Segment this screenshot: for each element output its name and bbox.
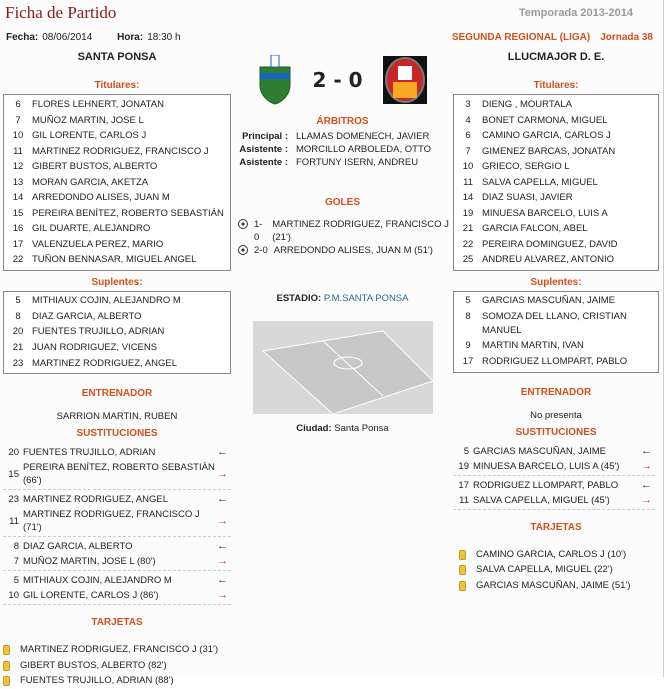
cards-heading: TARJETAS [530,521,582,533]
player-row[interactable] [454,237,658,253]
player-name: FUENTES TRUJILLO, ADRIAN [23,447,156,459]
player-number: 10 [462,161,474,172]
competition-name: SEGUNDA REGIONAL (LIGA) [451,32,591,43]
player-number: 17 [12,238,24,250]
player-name: MARTINEZ RODRIGUEZ, FRANCISCO J (71') [23,509,200,534]
card-player: CAMINO GARCIA, CARLOS J (10') [476,548,627,560]
arrow-right-icon: → [217,467,228,480]
season-label: Temporada 2013-2014 [518,7,633,19]
player-name: FUENTES TRUJILLO, ADRIAN [32,326,165,338]
home-team-name: SANTA PONSA [77,51,157,63]
scoreboard [236,50,449,110]
player-number: 4 [465,114,471,126]
titulares-list [453,94,659,271]
player-name: GARCIAS MASCUÑAN, JAIME [482,295,616,307]
stadium-image [253,321,433,414]
arrow-right-icon: → [217,514,228,527]
player-row[interactable] [4,206,230,222]
player-name: MORAN GARCIA, AKETZA [32,176,149,188]
player-name: MARTINEZ RODRIGUEZ, FRANCISCO J [32,145,209,157]
player-row[interactable] [4,356,230,372]
substitution-row [453,444,655,459]
arrow-left-icon: ← [641,478,652,491]
time-label: Hora: [117,32,144,43]
player-number: 22 [12,254,24,265]
card-player: GIBERT BUSTOS, ALBERTO (82') [20,659,167,671]
arrow-left-icon: ← [217,574,228,587]
player-number: 11 [9,515,19,527]
player-name: SOMOZA DEL LLANO, CRISTIAN MANUEL [482,310,627,336]
coach-heading: ENTRENADOR [520,386,592,398]
stadium [236,293,449,304]
player-name: DIAZ GARCIA, ALBERTO [32,310,142,322]
player-name: DIENG , MOURTALA [482,99,572,110]
substitution-row [3,507,231,535]
player-name: GARCIA FALCON, ABEL [482,223,588,234]
card-row [453,578,659,594]
card-row [3,642,231,658]
titulares-heading: Titulares: [533,80,579,91]
player-name: DIAZ GARCIA, ALBERTO [23,541,133,553]
player-number: 20 [8,447,19,459]
soccer-ball-icon [238,219,248,229]
suplentes-list [453,291,659,373]
stadium-link[interactable]: P.M.SANTA PONSA [323,293,409,304]
player-number: 21 [12,342,24,354]
card-row [3,673,231,689]
player-row[interactable] [4,252,230,268]
player-number: 19 [462,207,474,219]
away-team-name: LLUCMAJOR D. E. [507,51,605,63]
player-row[interactable] [454,221,658,237]
player-row[interactable] [454,339,658,355]
score [312,68,362,92]
coach-name: SARRION MARTIN, RUBEN [56,411,178,423]
player-name: JUAN RODRIGUEZ, VICENS [32,342,158,354]
substitution-pair [3,573,231,605]
player-name: MARTINEZ RODRIGUEZ, ANGEL [32,357,177,369]
player-name: PEREIRA DOMINGUEZ, DAVID [482,238,618,250]
player-number: 15 [12,207,24,219]
player-name: GARCIAS MASCUÑAN, JAIME [473,445,607,457]
suplentes-heading: Suplentes: [530,276,582,288]
substitution-row [453,459,655,474]
substitution-pair [453,478,655,510]
substitutions-list [453,444,659,510]
player-number: 10 [12,130,24,141]
substitution-pair [3,445,231,490]
player-number: 13 [12,176,24,188]
referee-name: FORTUNY ISERN, ANDREU [296,157,419,168]
player-name: MINUESA BARCELO, LUIS A (45') [473,460,620,472]
player-name: ANDREU ALVAREZ, ANTONIO [482,254,614,265]
player-name: SALVA CAPELLA, MIGUEL [482,176,598,188]
player-row[interactable] [454,309,658,339]
referee-name: MORCILLO ARBOLEDA, OTTO [296,144,431,155]
center-column [236,50,449,434]
player-name: MITHIAUX COJIN, ALEJANDRO M [23,575,172,587]
player-number: 12 [12,161,24,172]
player-number: 5 [13,575,19,587]
referee-row [236,156,449,169]
player-name: MARTINEZ RODRIGUEZ, ANGEL [23,494,168,506]
player-name: RODRIGUEZ LLOMPART, PABLO [482,356,628,368]
substitution-row [3,539,231,554]
player-number: 5 [463,445,469,457]
player-name: CAMINO GARCIA, CARLOS J [482,130,611,141]
player-row[interactable] [454,144,658,160]
substitution-row [453,478,655,493]
player-row[interactable] [4,325,230,341]
referee-row [236,130,449,143]
away-column [453,50,659,593]
card-row [453,562,659,578]
substitution-pair [3,492,231,537]
cards-heading: TARJETAS [91,617,143,629]
substitutions-list [3,445,231,605]
player-row[interactable] [4,221,230,237]
coach-heading: ENTRENADOR [81,388,153,400]
time-value: 18:30 h [147,32,181,43]
arrow-left-icon: ← [217,446,228,459]
player-name: MUÑOZ MARTIN, JOSE L (80') [23,556,156,568]
substitution-row [3,460,231,488]
player-number: 8 [13,541,19,553]
yellow-card-icon [3,645,10,655]
player-number: 23 [12,357,24,369]
page-title: Ficha de Partido [5,3,117,22]
player-number: 5 [465,295,471,307]
player-row[interactable] [454,252,658,268]
suplentes-heading: Suplentes: [91,276,143,288]
yellow-card-icon [459,550,466,560]
player-name: TUÑON BENNASAR, MIGUEL ANGEL [32,254,197,265]
arrow-right-icon: → [217,589,228,602]
player-number: 6 [15,99,21,110]
referee-name: LLAMAS DOMENECH, JAVIER [296,131,430,142]
player-number: 17 [458,479,469,491]
home-score: 2 [312,68,327,92]
card-row [453,547,659,563]
player-name: PEREIRA BENÍTEZ, ROBERTO SEBASTIÁN [32,207,224,219]
substitutions-heading: SUSTITUCIONES [76,428,158,440]
player-row[interactable] [4,113,230,129]
player-number: 14 [462,192,474,203]
arrow-left-icon: ← [217,493,228,506]
yellow-card-icon [3,661,10,671]
city-label: Ciudad: [296,423,332,434]
player-row[interactable] [454,206,658,222]
player-number: 6 [465,130,471,141]
player-row[interactable] [4,175,230,191]
player-row[interactable] [454,113,658,129]
player-name: GIMENEZ BARCAS, JONATAN [482,145,616,157]
goal-scorer: ARREDONDO ALISES, JUAN M (51') [273,245,433,256]
player-row[interactable] [4,159,230,175]
player-row[interactable] [454,294,658,310]
player-number: 11 [13,145,23,157]
card-player: GARCIAS MASCUÑAN, JAIME (51') [476,579,631,591]
away-score: 0 [348,68,363,92]
player-name: GIL DUARTE, ALEJANDRO [32,223,151,234]
player-row[interactable] [454,97,658,113]
player-row[interactable] [4,237,230,253]
home-column [3,50,231,689]
card-player: SALVA CAPELLA, MIGUEL (22') [476,564,613,576]
player-row[interactable] [454,128,658,144]
goals-list [238,218,449,257]
referee-role: Principal : [242,131,288,142]
player-number: 8 [465,310,471,322]
competition [452,32,653,43]
player-name: MITHIAUX COJIN, ALEJANDRO M [32,295,181,307]
referee-row [236,143,449,156]
player-name: MINUESA BARCELO, LUIS A [482,207,608,219]
substitution-row [3,588,231,603]
card-player: FUENTES TRUJILLO, ADRIAN (88') [20,675,174,687]
date-label: Fecha: [6,32,39,43]
player-number: 19 [458,460,469,472]
card-player: MARTINEZ RODRIGUEZ, FRANCISCO J (31') [20,644,218,656]
player-name: GIL LORENTE, CARLOS J (86') [23,590,159,602]
player-name: GIBERT BUSTOS, ALBERTO [32,161,158,172]
player-name: ARREDONDO ALISES, JUAN M [32,192,170,203]
player-name: GIL LORENTE, CARLOS J [32,130,147,141]
goal-score: 2-0 [254,245,268,256]
player-number: 11 [459,494,469,506]
referees-heading: ÁRBITROS [316,116,369,127]
home-crest-icon [258,55,292,105]
player-row[interactable] [4,97,230,113]
player-row[interactable] [4,294,230,310]
player-row[interactable] [454,175,658,191]
player-row[interactable] [4,128,230,144]
player-name: MUÑOZ MARTIN, JOSE L [32,114,144,126]
soccer-ball-icon [238,245,248,255]
goal-row [238,244,449,257]
player-number: 25 [462,254,474,265]
date-value: 08/06/2014 [42,32,93,43]
goal-scorer: MARTINEZ RODRIGUEZ, FRANCISCO J (21') [272,219,449,243]
player-name: RODRIGUEZ LLOMPART, PABLO [473,479,619,491]
arrow-right-icon: → [641,459,652,472]
player-number: 7 [13,556,19,568]
substitution-pair [453,444,655,476]
yellow-card-icon [459,565,466,575]
player-number: 14 [12,192,24,203]
player-name: SALVA CAPELLA, MIGUEL (45') [473,494,610,506]
card-row [3,658,231,674]
stadium-label: ESTADIO: [276,293,322,304]
player-row[interactable] [4,340,230,356]
arrow-right-icon: → [217,555,228,568]
city-value: Santa Ponsa [334,423,389,434]
referee-role: Asistente : [239,157,288,168]
referee-role: Asistente : [239,144,288,155]
player-number: 5 [15,295,21,307]
substitutions-heading: SUSTITUCIONES [515,426,597,438]
player-name: FLORES LEHNERT, JONATAN [32,99,164,110]
substitution-row [3,554,231,569]
referees-list [236,130,449,169]
player-number: 21 [462,223,474,234]
jornada: Jornada 38 [600,32,653,43]
player-row[interactable] [4,144,230,160]
player-number: 22 [462,238,474,250]
substitution-row [3,492,231,507]
away-crest-icon [383,56,427,104]
yellow-card-icon [3,676,10,686]
date-time [6,32,181,43]
player-name: MARTIN MARTIN, IVAN [482,340,584,352]
player-number: 10 [8,590,19,602]
goal-row [238,218,449,244]
substitution-row [453,493,655,508]
player-number: 23 [8,494,19,506]
player-row[interactable] [4,309,230,325]
player-name: PEREIRA BENÍTEZ, ROBERTO SEBASTIÁN (66') [23,462,215,487]
substitution-row [3,573,231,588]
player-name: GRIECO, SERGIO L [482,161,570,172]
player-row[interactable] [454,354,658,370]
yellow-card-icon [459,581,466,591]
substitution-pair [3,539,231,571]
suplentes-list [3,291,231,375]
player-number: 3 [465,99,471,110]
player-number: 7 [15,114,21,126]
arrow-right-icon: → [641,493,652,506]
player-row[interactable] [4,190,230,206]
substitution-row [3,445,231,460]
player-number: 15 [8,468,19,480]
player-name: VALENZUELA PEREZ, MARIO [32,238,164,250]
player-number: 8 [15,310,21,322]
player-number: 7 [465,145,471,157]
score-separator: - [333,68,342,92]
goal-score: 1-0 [254,219,263,243]
player-number: 11 [463,176,473,188]
arrow-left-icon: ← [217,540,228,553]
player-name: DIAZ SUASI, JAVIER [482,192,573,203]
player-row[interactable] [454,190,658,206]
player-number: 9 [465,340,471,352]
goals-heading: GOLES [324,197,360,208]
titulares-list [3,94,231,271]
coach-name: No presenta [530,409,582,421]
titulares-heading: Titulares: [94,80,140,91]
city [236,423,449,434]
arrow-left-icon: ← [641,444,652,457]
player-row[interactable] [454,159,658,175]
player-number: 20 [12,326,24,338]
player-number: 17 [462,356,474,368]
player-name: BONET CARMONA, MIGUEL [482,114,608,126]
player-number: 16 [12,223,24,234]
